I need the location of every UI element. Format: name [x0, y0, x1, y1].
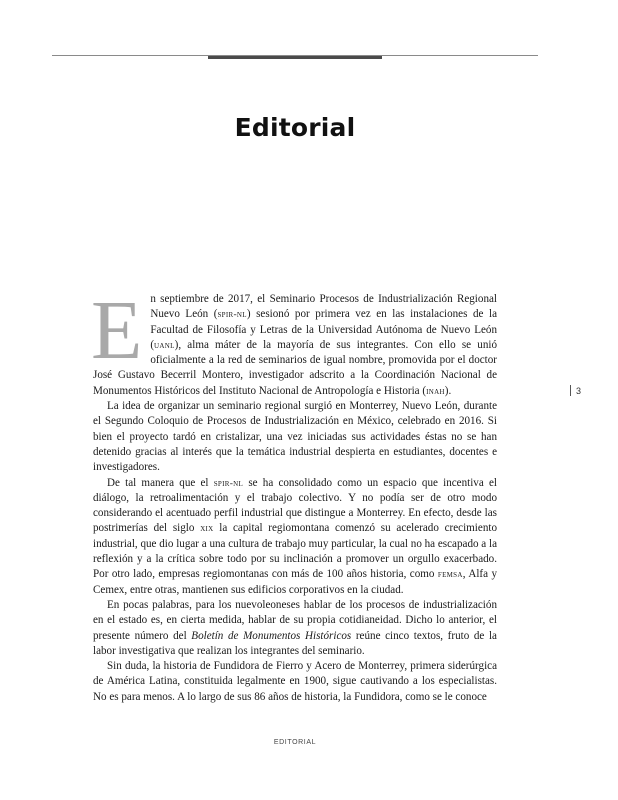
page-title: Editorial: [234, 112, 356, 142]
paragraph-5: Sin duda, la historia de Fundidora de Fierro y Acero de Monterrey, primera siderúrgica de América Latina, constituida legalmente en 1900, sigue cautivando a los especialistas. No es para menos. A lo largo de sus 86 años de historia, la Fundidora, como se le conoce: [93, 660, 497, 703]
page-number-divider: [570, 385, 571, 396]
acronym: uanl: [154, 339, 175, 351]
text-run: ) sesionó por primera vez en las instalaciones de la Facultad de Filosofía y Letras de la Universidad Autónoma de Nuevo León (: [150, 308, 497, 351]
acronym: femsa: [437, 569, 463, 581]
text-run: ), alma máter de la mayoría de sus integrantes. Con ello se unió oficialmente a la red de seminarios de igual nombre, promovida por el doctor José Gustavo Becerril Montero, investigador adscrito a la Coordinación Nacional de Monumentos Históricos del Instituto Nacional de Antropología e Historia (: [93, 338, 497, 397]
text-run: reúne cinco textos, fruto de la labor investigativa que realizan los integrantes del seminario.: [93, 629, 497, 657]
roman-numeral: xix: [200, 523, 214, 535]
paragraph-2: La idea de organizar un seminario regional surgió en Monterrey, Nuevo León, durante el Segundo Coloquio de Procesos de Industrialización en México, celebrado en 2016. Si bien el proyecto tardó en cristalizar, una vez iniciadas sus actividades éstas no se han detenido gracias al interés que la temática industrial despierta en estudiantes, docentes e investigadores.: [93, 400, 497, 474]
paragraph-4: [93, 598, 497, 659]
page-number: [570, 385, 581, 396]
publication-title: Boletín de Monumentos Históricos: [191, 629, 352, 642]
text-run: De tal manera que el: [107, 476, 214, 489]
text-run: n septiembre de 2017, el Seminario Procesos de Industrialización Regional Nuevo León (: [150, 293, 497, 321]
text-run: En pocas palabras, para los nuevoleoneses hablar de los procesos de industrialización en el estado es, en cierta medida, hablar de su propia cotidianeidad. Dicho lo anterior, el presente número del: [93, 598, 497, 642]
top-rule-accent: [208, 56, 382, 59]
acronym: spir-nl: [213, 477, 244, 489]
text-run: , Alfa y Cemex, entre otras, mantienen sus edificios corporativos en la ciudad.: [93, 568, 498, 596]
article-body: [91, 284, 498, 705]
acronym: spir-nl: [217, 309, 247, 321]
page-number-value: 3: [576, 386, 582, 396]
paragraph-1: [91, 284, 497, 399]
running-footer: EDITORIAL: [273, 739, 317, 746]
acronym: inah: [426, 385, 445, 397]
drop-cap: E: [91, 284, 143, 377]
text-run: se ha consolidado como un espacio que incentiva el diálogo, la retroalimentación y el trabajo colectivo. Y no podía ser de otro modo considerando el acentuado perfil industrial que distingue a Monterrey. En efecto, desde las postrimerías del siglo: [93, 476, 497, 535]
text-run: ).: [444, 384, 452, 397]
paragraph-3: [93, 476, 497, 598]
text-run: la capital regiomontana comenzó su acelerado crecimiento industrial, que dio lugar a una cultura de trabajo muy particular, la cual no ha escapado a la reflexión y a la crítica sobre todo por su inclinación a promover un orgullo exacerbado. Por otro lado, empresas regiomontanas con más de 100 años historia, como: [93, 522, 498, 581]
